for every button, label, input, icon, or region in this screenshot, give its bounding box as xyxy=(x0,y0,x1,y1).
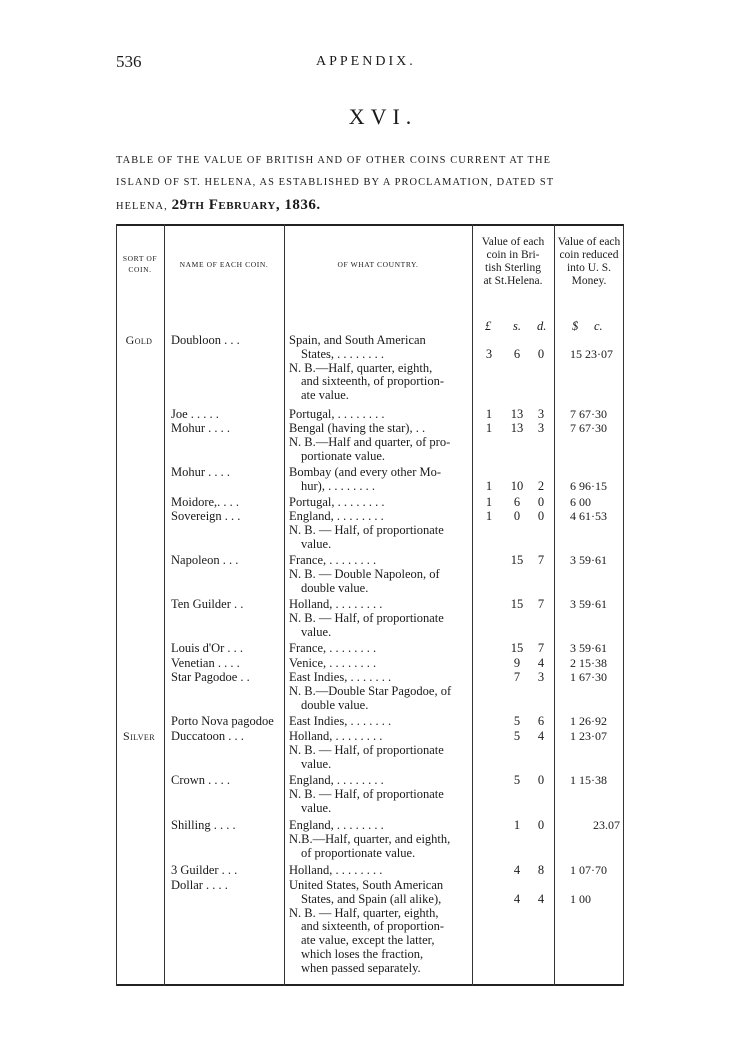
coin-name-cell: Star Pagodoe . . xyxy=(171,671,250,684)
pence-cell: 6 xyxy=(537,714,545,728)
shillings-cell: 5 xyxy=(513,729,521,743)
country-line: N. B.—Half and quarter, of pro- xyxy=(289,435,451,449)
country-line: Bombay (and every other Mo- xyxy=(289,466,442,479)
us-money-cell: 4 61·53 xyxy=(570,509,607,523)
country-line: East Indies, . . . . . . . xyxy=(289,671,392,684)
us-money-cell: 7 67·30 xyxy=(570,421,607,435)
pence-cell: 7 xyxy=(537,597,545,611)
coin-name-cell: Mohur . . . . xyxy=(171,466,231,479)
country-line: Portugal, . . . . . . . . xyxy=(289,408,385,421)
country-line: East Indies, . . . . . . . xyxy=(289,715,392,728)
country-cell xyxy=(289,598,469,639)
us-money-cell: 3 59·61 xyxy=(570,553,607,567)
country-line: United States, South American xyxy=(289,879,444,892)
country-line: double value. xyxy=(301,581,369,595)
header-line: at St.Helena. xyxy=(483,275,543,287)
country-line: value. xyxy=(301,537,332,551)
country-cell xyxy=(289,408,469,422)
shillings-cell: 15 xyxy=(510,553,524,567)
table-top-rule xyxy=(116,224,624,226)
country-line: ate value, except the latter, xyxy=(301,934,435,948)
country-line: value. xyxy=(301,625,332,639)
unit-pence: d. xyxy=(537,319,547,333)
country-cell xyxy=(289,715,469,729)
pence-cell: 2 xyxy=(537,478,545,493)
header-line: into U. S. xyxy=(566,262,612,274)
header-line: COIN. xyxy=(128,265,152,274)
country-line: and sixteenth, of proportion- xyxy=(301,375,445,389)
pounds-cell: 1 xyxy=(485,478,493,493)
unit-pounds: £ xyxy=(485,319,492,333)
country-cell xyxy=(289,671,469,712)
table-bottom-rule xyxy=(116,984,624,986)
us-money-cell: 1 23·07 xyxy=(570,729,607,743)
header-country: OF WHAT COUNTRY. xyxy=(337,260,419,269)
country-cell xyxy=(289,657,469,671)
coin-name-cell: Duccatoon . . . xyxy=(171,730,244,743)
country-cell xyxy=(289,510,469,551)
unit-dollars: $ xyxy=(572,319,579,333)
us-money-cell: 2 15·38 xyxy=(570,656,607,670)
country-line: which loses the fraction, xyxy=(301,947,424,961)
shillings-cell: 5 xyxy=(513,714,521,728)
coin-name-cell: 3 Guilder . . . xyxy=(171,864,238,877)
header-sort-of-coin xyxy=(116,253,164,275)
us-money-cell: 6 00 xyxy=(570,495,591,509)
shillings-cell: 6 xyxy=(513,346,521,361)
pence-cell: 8 xyxy=(537,863,545,877)
country-line: double value. xyxy=(301,698,369,712)
header-line: Value of each xyxy=(557,236,621,248)
us-money-cell: 7 67·30 xyxy=(570,407,607,421)
us-money-cell: 1 26·92 xyxy=(570,714,607,728)
caption-date: 29th February, 1836. xyxy=(171,197,321,213)
pence-cell: 3 xyxy=(537,407,545,421)
us-money-cell: 1 67·30 xyxy=(570,670,607,684)
header-line: tish Sterling xyxy=(485,262,541,274)
shillings-cell: 15 xyxy=(510,641,524,655)
country-line: Holland, . . . . . . . . xyxy=(289,730,383,743)
country-line: N. B. — Half, of proportionate xyxy=(289,611,444,625)
pence-cell: 0 xyxy=(537,818,545,832)
shillings-cell: 15 xyxy=(510,597,524,611)
country-line: England, . . . . . . . . xyxy=(289,819,384,832)
pence-cell: 0 xyxy=(537,346,545,361)
caption-line-3 xyxy=(116,194,628,218)
us-money-cell: 1 15·38 xyxy=(570,773,607,787)
country-line: Venice, . . . . . . . . xyxy=(289,657,377,670)
page-number: 536 xyxy=(116,52,142,71)
coin-name-cell: Louis d'Or . . . xyxy=(171,642,244,655)
header-line: coin in Bri- xyxy=(486,249,540,261)
column-rule xyxy=(164,224,165,986)
table-caption xyxy=(116,150,628,218)
shillings-cell: 6 xyxy=(513,495,521,509)
country-line: Holland, . . . . . . . . xyxy=(289,598,383,611)
country-line: States, . . . . . . . . xyxy=(301,347,384,361)
shillings-cell: 13 xyxy=(510,421,524,435)
country-line: hur), . . . . . . . . xyxy=(301,479,375,493)
us-money-cell: 3 59·61 xyxy=(570,597,607,611)
pence-cell: 7 xyxy=(537,641,545,655)
country-line: France, . . . . . . . . xyxy=(289,554,377,567)
pounds-cell: 1 xyxy=(485,407,493,421)
pence-cell: 7 xyxy=(537,553,545,567)
country-line: N. B. — Half, of proportionate xyxy=(289,743,444,757)
country-line: N. B. — Half, of proportionate xyxy=(289,523,444,537)
country-line: France, . . . . . . . . xyxy=(289,642,377,655)
header-line: SORT OF xyxy=(122,254,158,263)
shillings-cell: 10 xyxy=(510,478,524,493)
country-line: England, . . . . . . . . xyxy=(289,510,384,523)
shillings-cell: 13 xyxy=(510,407,524,421)
sort-of-coin-cell: Gold xyxy=(125,333,153,347)
country-cell xyxy=(289,864,469,878)
country-cell xyxy=(289,466,469,494)
header-line: coin reduced xyxy=(559,249,619,261)
country-line: Holland, . . . . . . . . xyxy=(289,864,383,877)
pounds-cell: 3 xyxy=(485,346,493,361)
country-cell xyxy=(289,422,469,463)
coin-name-cell: Porto Nova pagodoe xyxy=(171,715,274,728)
us-money-cell: 3 59·61 xyxy=(570,641,607,655)
pence-cell: 4 xyxy=(537,729,545,743)
country-line: N. B. — Double Napoleon, of xyxy=(289,567,440,581)
running-head: APPENDIX. xyxy=(316,54,416,69)
country-cell xyxy=(289,642,469,656)
header-us-money xyxy=(554,236,624,288)
coin-name-cell: Ten Guilder . . xyxy=(171,598,244,611)
us-money-cell: 6 96·15 xyxy=(570,478,607,493)
coin-name-cell: Shilling . . . . xyxy=(171,819,236,832)
country-line: value. xyxy=(301,757,332,771)
country-line: N. B.—Double Star Pagodoe, of xyxy=(289,684,452,698)
header-line: Money. xyxy=(571,275,607,287)
country-line: Portugal, . . . . . . . . xyxy=(289,496,385,509)
coin-name-cell: Venetian . . . . xyxy=(171,657,240,670)
pounds-cell: 1 xyxy=(485,509,493,523)
country-line: N.B.—Half, quarter, and eighth, xyxy=(289,832,451,846)
coin-name-cell: Doubloon . . . xyxy=(171,334,240,347)
column-rule xyxy=(472,224,473,986)
header-british-sterling xyxy=(472,236,554,288)
country-line: N. B. — Half, quarter, eighth, xyxy=(289,906,439,920)
unit-cents: c. xyxy=(594,319,603,333)
country-line: and sixteenth, of proportion- xyxy=(301,920,445,934)
shillings-cell: 7 xyxy=(513,670,521,684)
coin-name-cell: Crown . . . . xyxy=(171,774,231,787)
country-cell xyxy=(289,334,469,403)
country-cell xyxy=(289,496,469,510)
pence-cell: 4 xyxy=(537,656,545,670)
pence-cell: 3 xyxy=(537,670,545,684)
coin-name-cell: Joe . . . . . xyxy=(171,408,219,421)
us-money-cell: 1 00 xyxy=(570,891,591,906)
coin-name-cell: Sovereign . . . xyxy=(171,510,241,523)
caption-line-3-prefix: HELENA, xyxy=(116,201,172,212)
country-line: N. B. — Half, of proportionate xyxy=(289,787,444,801)
country-cell xyxy=(289,730,469,771)
caption-line-1: TABLE OF THE VALUE OF BRITISH AND OF OTHER COINS CURRENT AT THE xyxy=(116,155,552,166)
country-cell xyxy=(289,819,469,860)
country-cell xyxy=(289,774,469,815)
country-line: value. xyxy=(301,801,332,815)
caption-line-2: ISLAND OF ST. HELENA, AS ESTABLISHED BY A PROCLAMATION, DATED ST xyxy=(116,177,555,188)
us-money-cell: 15 23·07 xyxy=(570,346,613,361)
pence-cell: 0 xyxy=(537,509,545,523)
country-line: ate value. xyxy=(301,389,349,403)
pence-cell: 4 xyxy=(537,891,545,906)
coin-name-cell: Moidore,. . . . xyxy=(171,496,240,509)
country-line: States, and Spain (all alike), xyxy=(301,892,442,906)
country-line: Spain, and South American xyxy=(289,334,426,347)
country-line: Bengal (having the star), . . xyxy=(289,422,426,435)
coin-value-table xyxy=(116,224,624,986)
coin-name-cell: Dollar . . . . xyxy=(171,879,228,892)
section-number: XVI. xyxy=(348,104,418,129)
shillings-cell: 0 xyxy=(513,509,521,523)
column-rule xyxy=(554,224,555,986)
shillings-cell: 9 xyxy=(513,656,521,670)
coin-name-cell: Napoleon . . . xyxy=(171,554,239,567)
country-line: N. B.—Half, quarter, eighth, xyxy=(289,361,433,375)
pence-cell: 3 xyxy=(537,421,545,435)
country-cell xyxy=(289,554,469,595)
header-line: Value of each xyxy=(481,236,545,248)
shillings-cell: 4 xyxy=(513,891,521,906)
country-cell xyxy=(289,879,469,976)
pounds-cell: 1 xyxy=(485,421,493,435)
unit-shillings: s. xyxy=(513,319,521,333)
country-line: England, . . . . . . . . xyxy=(289,774,384,787)
pence-cell: 0 xyxy=(537,495,545,509)
shillings-cell: 5 xyxy=(513,773,521,787)
pence-cell: 0 xyxy=(537,773,545,787)
shillings-cell: 4 xyxy=(513,863,521,877)
sort-of-coin-cell: Silver xyxy=(123,729,155,743)
pounds-cell: 1 xyxy=(485,495,493,509)
shillings-cell: 1 xyxy=(513,818,521,832)
country-line: when passed separately. xyxy=(301,961,421,975)
us-money-cell: 23.07 xyxy=(593,818,620,832)
coin-name-cell: Mohur . . . . xyxy=(171,422,231,435)
country-line: of proportionate value. xyxy=(301,846,416,860)
header-name-of-each-coin: NAME OF EACH COIN. xyxy=(179,260,269,269)
us-money-cell: 1 07·70 xyxy=(570,863,607,877)
country-line: portionate value. xyxy=(301,449,385,463)
